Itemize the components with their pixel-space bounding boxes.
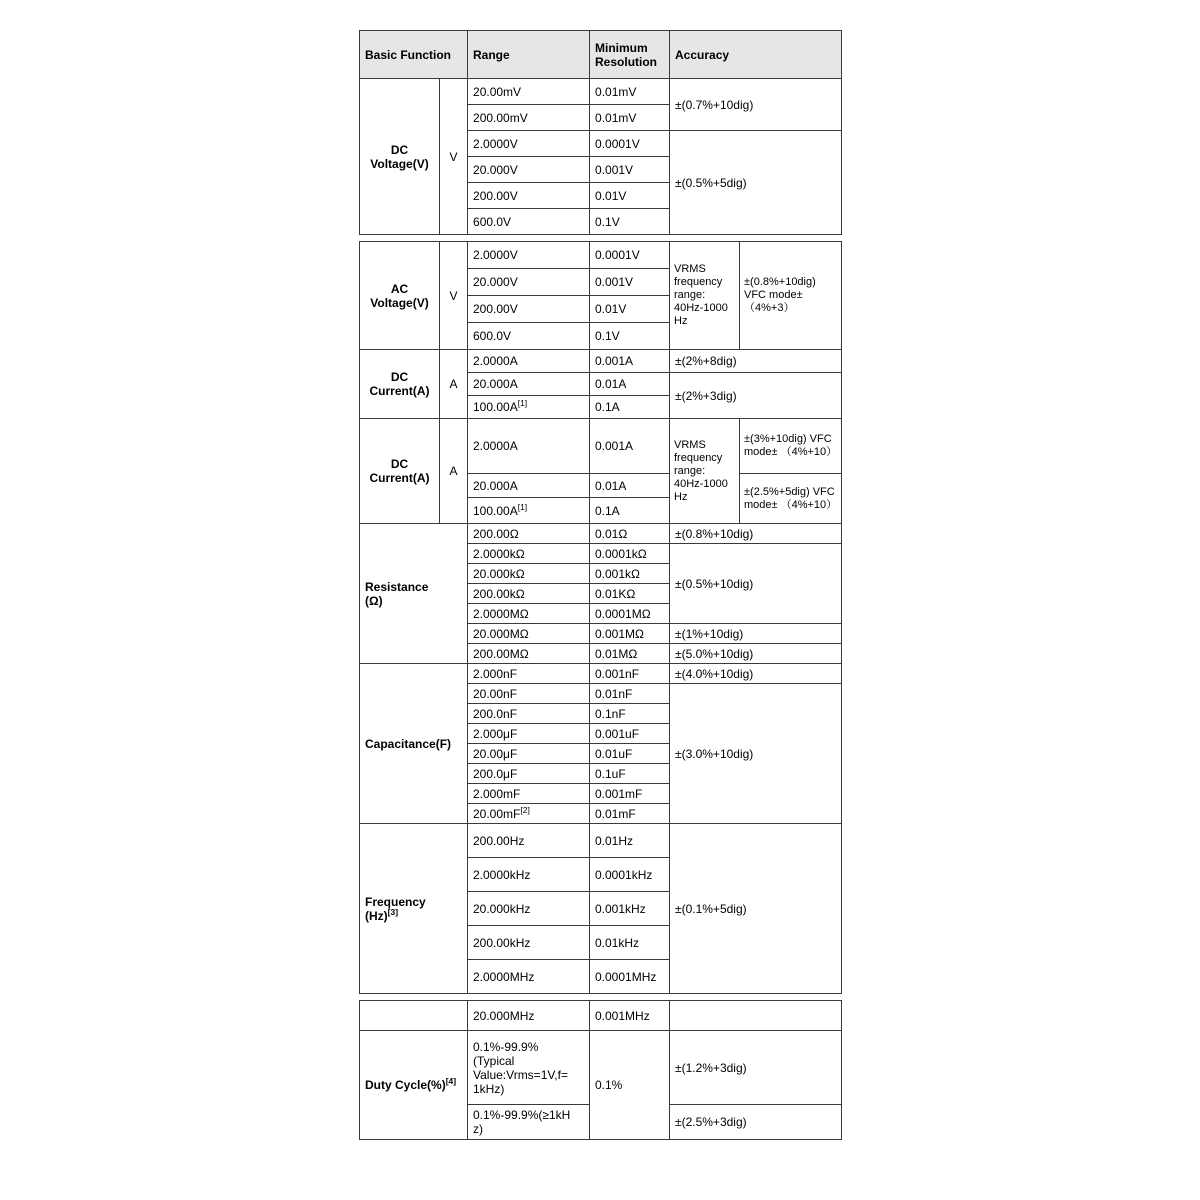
function-label: Duty Cycle(%)[4] — [360, 1031, 468, 1140]
range-cell: 200.0nF — [468, 704, 590, 724]
table-header-row — [360, 31, 842, 79]
resolution-cell: 0.0001V — [590, 131, 670, 157]
range-cell: 20.00nF — [468, 684, 590, 704]
resolution-cell: 0.01Hz — [590, 824, 670, 858]
vrms-note-cell: VRMS frequency range: 40Hz-1000 Hz — [670, 419, 740, 524]
resolution-cell: 0.0001MHz — [590, 960, 670, 994]
function-label: Frequency (Hz)[3] — [360, 824, 468, 994]
range-cell: 100.00A[1] — [468, 396, 590, 419]
vfc-accuracy-cell: ±(3%+10dig) VFC mode± （4%+10） — [740, 419, 842, 474]
range-cell: 2.0000V — [468, 242, 590, 269]
range-cell: 2.0000kΩ — [468, 544, 590, 564]
resolution-cell: 0.0001kHz — [590, 858, 670, 892]
unit-cell: A — [440, 350, 468, 419]
resolution-cell: 0.01A — [590, 373, 670, 396]
accuracy-cell: ±(0.1%+5dig) — [670, 824, 842, 994]
resolution-cell: 0.001uF — [590, 724, 670, 744]
footnote-sup: [4] — [445, 1076, 457, 1086]
range-cell: 0.1%-99.9%(≥1kHz) — [468, 1105, 590, 1140]
range-cell: 20.000A — [468, 474, 590, 498]
range-cell: 600.0V — [468, 209, 590, 235]
table-row — [360, 1031, 842, 1105]
resolution-cell: 0.1V — [590, 209, 670, 235]
footnote-sup: [2] — [520, 804, 530, 815]
table-row — [360, 1001, 842, 1031]
unit-cell: V — [440, 242, 468, 350]
resolution-cell: 0.001nF — [590, 664, 670, 684]
function-label: DC Current(A) — [360, 419, 440, 524]
range-cell: 20.00mV — [468, 79, 590, 105]
accuracy-cell: ±(5.0%+10dig) — [670, 644, 842, 664]
function-label: AC Voltage(V) — [360, 242, 440, 350]
range-cell: 200.00kΩ — [468, 584, 590, 604]
vfc-accuracy-cell: ±(2.5%+5dig) VFC mode± （4%+10） — [740, 474, 842, 524]
table-row — [360, 524, 842, 544]
resolution-cell: 0.001V — [590, 269, 670, 296]
resolution-cell: 0.01V — [590, 183, 670, 209]
column-header-range: Range — [468, 31, 590, 79]
spec-sheet — [359, 0, 841, 1140]
resolution-cell: 0.01uF — [590, 744, 670, 764]
accuracy-cell: ±(2.5%+3dig) — [670, 1105, 842, 1140]
range-cell: 2.0000MHz — [468, 960, 590, 994]
resolution-cell: 0.01mV — [590, 105, 670, 131]
range-cell: 20.000kHz — [468, 892, 590, 926]
vfc-accuracy-cell: ±(0.8%+10dig) VFC mode± （4%+3） — [740, 242, 842, 350]
resolution-cell: 0.001MΩ — [590, 624, 670, 644]
accuracy-cell: ±(2%+3dig) — [670, 373, 842, 419]
range-cell: 2.000μF — [468, 724, 590, 744]
resolution-cell: 0.0001kΩ — [590, 544, 670, 564]
footnote-sup: [1] — [517, 501, 528, 512]
accuracy-cell: ±(0.5%+5dig) — [670, 131, 842, 235]
spec-table-duty-cycle — [359, 1000, 842, 1140]
accuracy-cell: ±(0.8%+10dig) — [670, 524, 842, 544]
resolution-cell: 0.01mV — [590, 79, 670, 105]
range-cell: 20.000MHz — [468, 1001, 590, 1031]
range-cell: 200.00V — [468, 183, 590, 209]
spec-table-dc-voltage — [359, 30, 842, 235]
resolution-cell: 0.001kHz — [590, 892, 670, 926]
column-header-basic-function: Basic Function — [360, 31, 468, 79]
range-cell: 2.000mF — [468, 784, 590, 804]
resolution-cell: 0.1A — [590, 498, 670, 524]
column-header-min-resolution: Minimum Resolution — [590, 31, 670, 79]
resolution-cell: 0.1A — [590, 396, 670, 419]
resolution-cell: 0.01A — [590, 474, 670, 498]
resolution-cell: 0.001A — [590, 350, 670, 373]
vrms-note-cell: VRMS frequency range: 40Hz-1000 Hz — [670, 242, 740, 350]
accuracy-cell: ±(1%+10dig) — [670, 624, 842, 644]
resolution-cell: 0.01mF — [590, 804, 670, 824]
table-row — [360, 350, 842, 373]
resolution-cell: 0.01KΩ — [590, 584, 670, 604]
resolution-cell: 0.001MHz — [590, 1001, 670, 1031]
table-row — [360, 664, 842, 684]
function-label: Capacitance(F) — [360, 664, 468, 824]
footnote-sup: [1] — [517, 398, 528, 408]
unit-cell: A — [440, 419, 468, 524]
resolution-cell: 0.1V — [590, 323, 670, 350]
resolution-cell: 0.01MΩ — [590, 644, 670, 664]
accuracy-cell: ±(4.0%+10dig) — [670, 664, 842, 684]
table-row — [360, 824, 842, 858]
accuracy-cell: ±(2%+8dig) — [670, 350, 842, 373]
range-cell: 100.00A[1] — [468, 498, 590, 524]
range-cell: 20.000kΩ — [468, 564, 590, 584]
accuracy-cell: ±(0.7%+10dig) — [670, 79, 842, 131]
resolution-cell: 0.01kHz — [590, 926, 670, 960]
range-cell: 200.00MΩ — [468, 644, 590, 664]
range-cell: 20.000V — [468, 157, 590, 183]
range-cell: 200.00Ω — [468, 524, 590, 544]
range-cell: 200.00Hz — [468, 824, 590, 858]
range-cell: 20.00μF — [468, 744, 590, 764]
resolution-cell: 0.1nF — [590, 704, 670, 724]
unit-cell: V — [440, 79, 468, 235]
range-cell: 2.0000MΩ — [468, 604, 590, 624]
range-cell: 200.00V — [468, 296, 590, 323]
range-cell: 20.000V — [468, 269, 590, 296]
resolution-cell: 0.01nF — [590, 684, 670, 704]
accuracy-cell: ±(0.5%+10dig) — [670, 544, 842, 624]
range-cell: 20.00mF[2] — [468, 804, 590, 824]
range-cell: 2.0000kHz — [468, 858, 590, 892]
function-label: DC Current(A) — [360, 350, 440, 419]
range-cell: 20.000A — [468, 373, 590, 396]
accuracy-cell: ±(3.0%+10dig) — [670, 684, 842, 824]
table-row — [360, 79, 842, 105]
table-row — [360, 419, 842, 474]
range-cell: 2.0000A — [468, 419, 590, 474]
accuracy-cell: ±(1.2%+3dig) — [670, 1031, 842, 1105]
resolution-cell: 0.0001V — [590, 242, 670, 269]
resolution-cell: 0.001V — [590, 157, 670, 183]
range-cell: 600.0V — [468, 323, 590, 350]
resolution-cell: 0.0001MΩ — [590, 604, 670, 624]
range-cell: 200.0μF — [468, 764, 590, 784]
function-label-empty — [360, 1001, 468, 1031]
footnote-sup: [3] — [387, 906, 399, 917]
range-cell: 200.00mV — [468, 105, 590, 131]
resolution-cell: 0.01V — [590, 296, 670, 323]
resolution-cell: 0.001mF — [590, 784, 670, 804]
range-cell: 2.0000V — [468, 131, 590, 157]
range-cell: 0.1%-99.9% (Typical Value:Vrms=1V,f= 1kHz) — [468, 1031, 590, 1105]
range-cell: 20.000MΩ — [468, 624, 590, 644]
table-row — [360, 242, 842, 269]
function-label: DC Voltage(V) — [360, 79, 440, 235]
spec-table-main — [359, 241, 842, 994]
function-label: Resistance (Ω) — [360, 524, 468, 664]
range-cell: 2.000nF — [468, 664, 590, 684]
resolution-cell: 0.1% — [590, 1031, 670, 1140]
resolution-cell: 0.001A — [590, 419, 670, 474]
resolution-cell: 0.01Ω — [590, 524, 670, 544]
range-cell: 200.00kHz — [468, 926, 590, 960]
resolution-cell: 0.001kΩ — [590, 564, 670, 584]
resolution-cell: 0.1uF — [590, 764, 670, 784]
accuracy-cell-empty — [670, 1001, 842, 1031]
column-header-accuracy: Accuracy — [670, 31, 842, 79]
range-cell: 2.0000A — [468, 350, 590, 373]
